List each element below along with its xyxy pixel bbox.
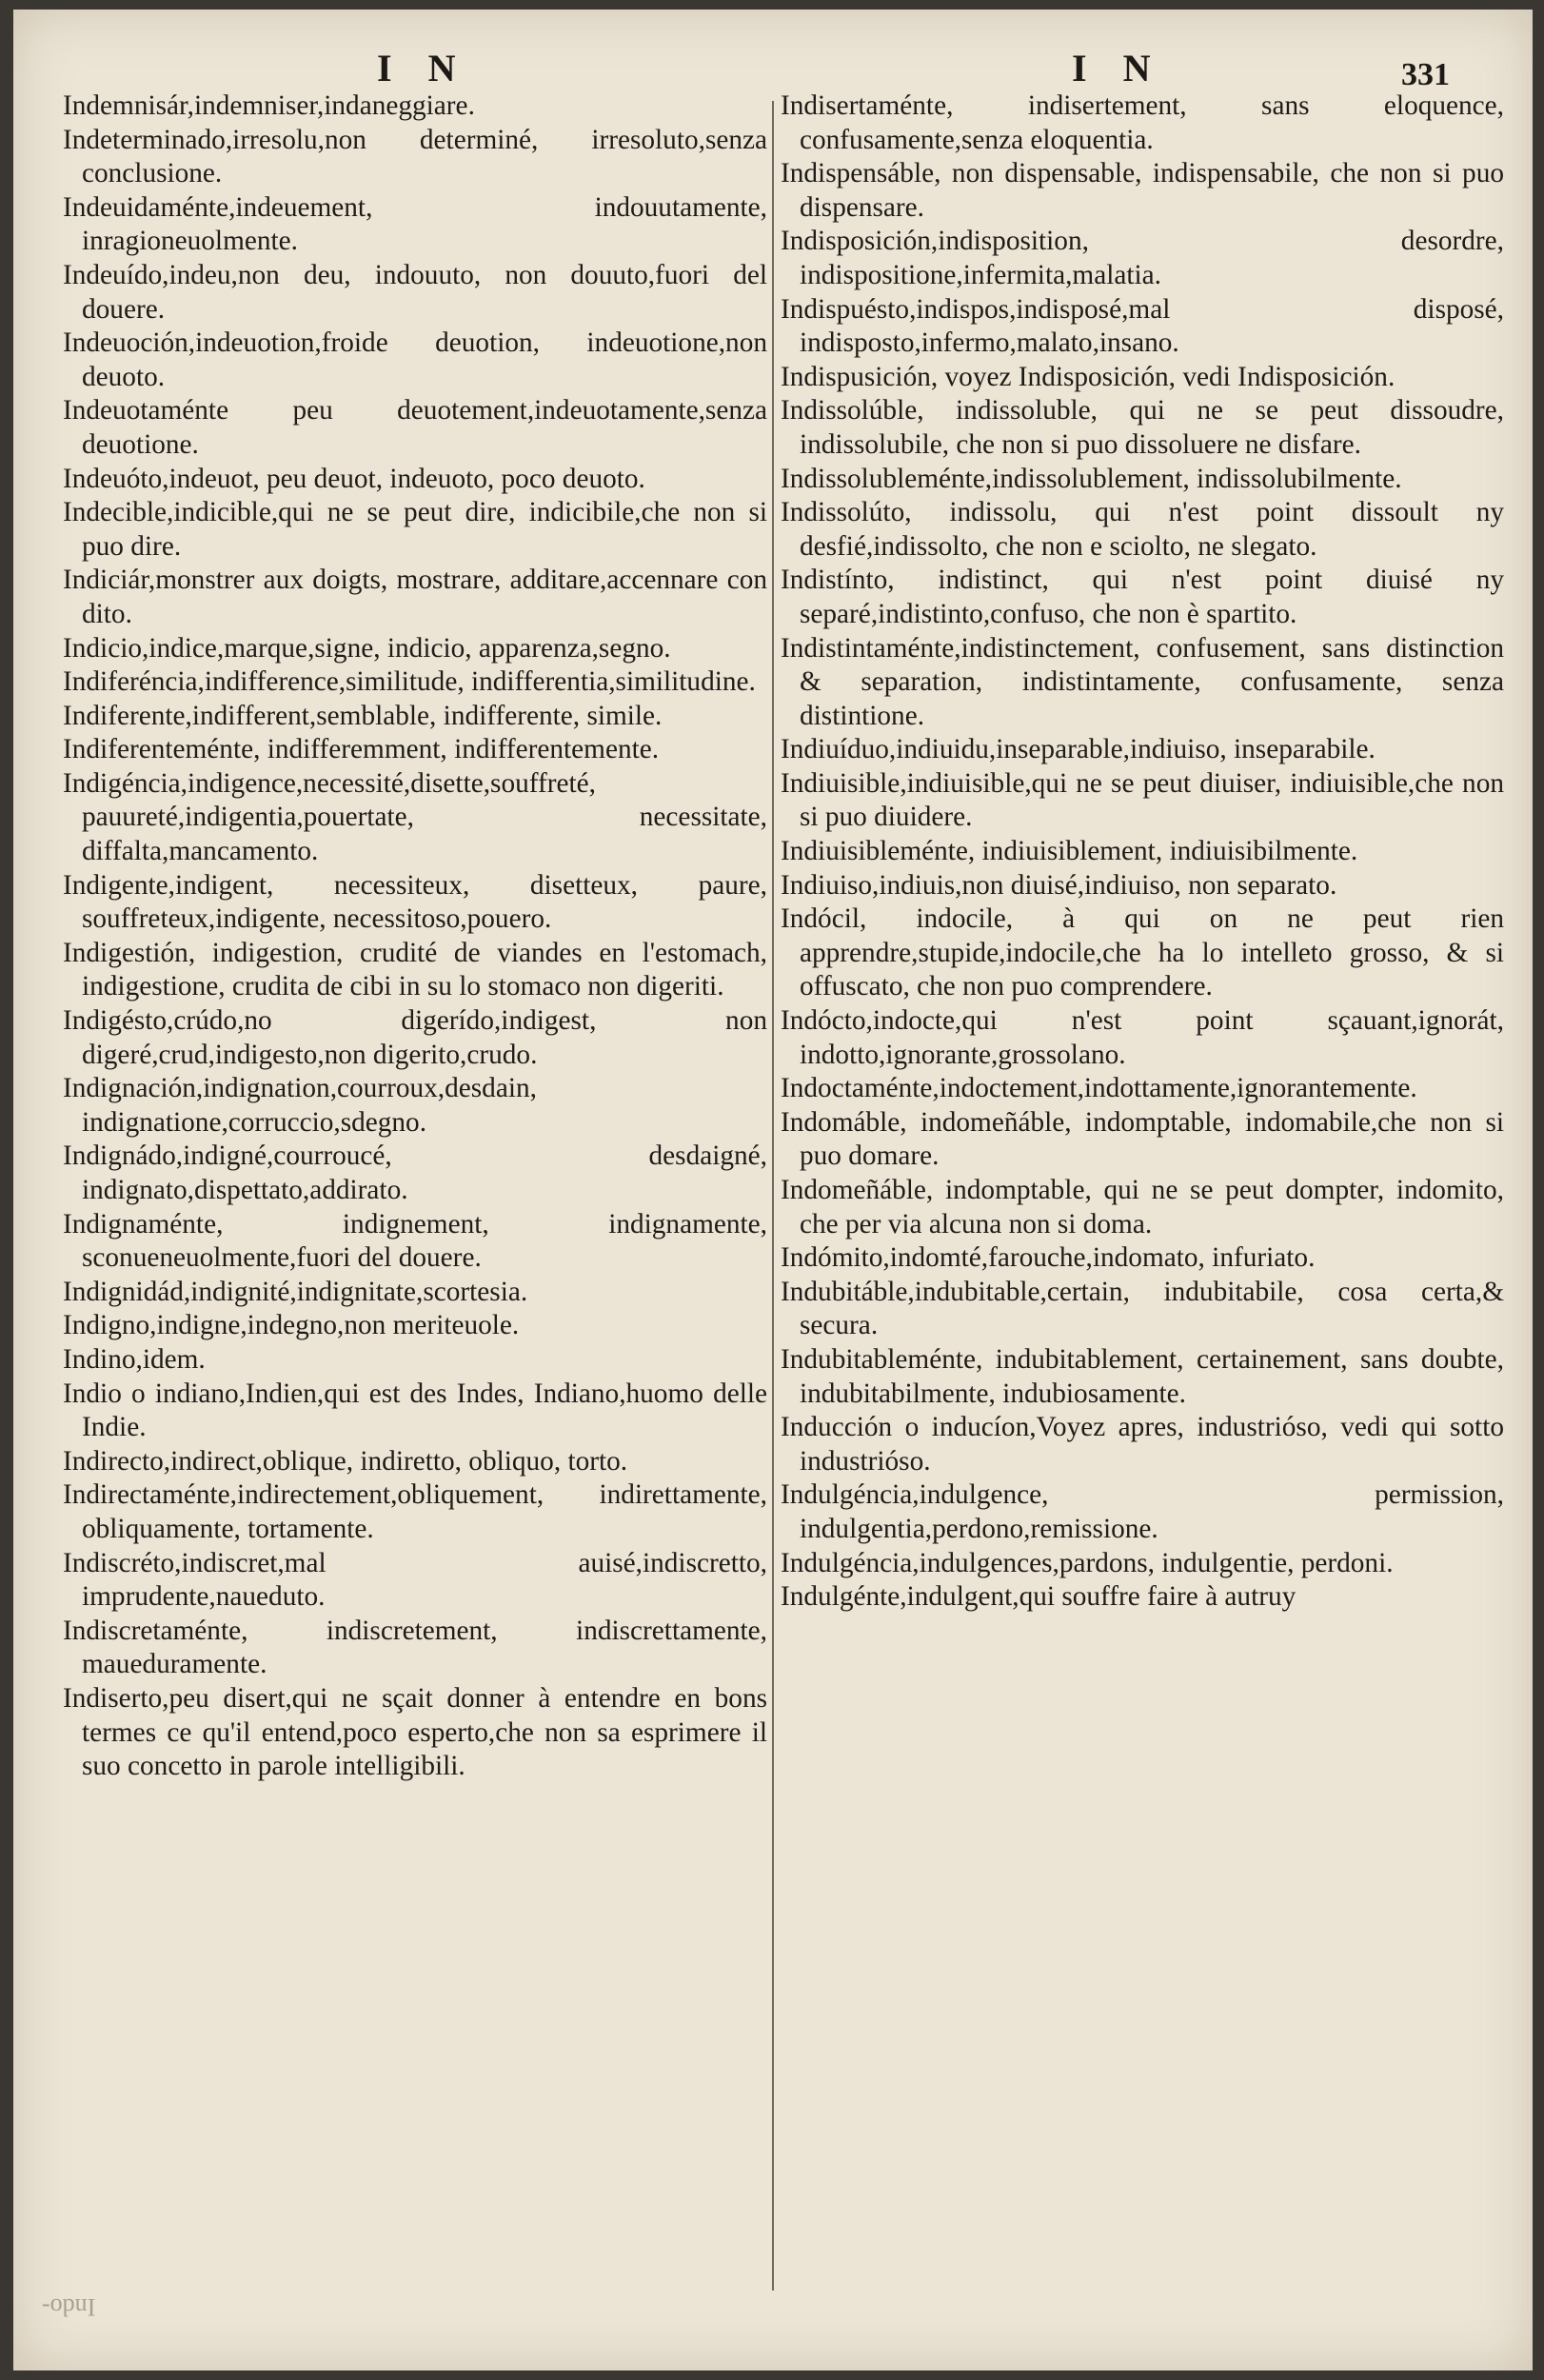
dictionary-entry: Indigéncia,indigence,necessité,disette,souffreté, pauureté,indigentia,pouertate, necessitate, diffalta,mancamento. [63, 767, 767, 867]
dictionary-entry: Indigestión, indigestion, crudité de viandes en l'estomach, indigestione, crudita de cibi in su lo stomaco non digeriti. [63, 937, 767, 1002]
dictionary-entry: Indiscréto,indiscret,mal auisé,indiscretto, imprudente,naueduto. [63, 1547, 767, 1613]
dictionary-entry: Indulgéncia,indulgence, permission, indulgentia,perdono,remissione. [781, 1479, 1504, 1544]
dictionary-entry: Indissolúble, indissoluble, qui ne se peut dissoudre, indissolubile, che non si puo dissoluere ne disfare. [781, 395, 1504, 460]
dictionary-entry: Indigésto,crúdo,no digerído,indigest, non digeré,crud,indigesto,non digerito,crudo. [63, 1005, 767, 1070]
dictionary-entry: Indissolúto, indissolu, qui n'est point dissoult ny desfié,indissolto, che non e sciolto, ne slegato. [781, 497, 1504, 562]
dictionary-entry: Indócil, indocile, à qui on ne peut rien apprendre,stupide,indocile,che ha lo intelleto grosso, & si offuscato, che non puo comprendere. [781, 903, 1504, 1002]
dictionary-entry: Indulgéncia,indulgences,pardons, indulgentie, perdoni. [781, 1547, 1394, 1578]
dictionary-entry: Indomáble, indomeñáble, indomptable, indomabile,che non si puo domare. [781, 1106, 1504, 1172]
dictionary-entry: Inducción o inducíon,Voyez apres, industrióso, vedi qui sotto industrióso. [781, 1412, 1504, 1477]
dictionary-entry: Indirecto,indirect,oblique, indiretto, obliquo, torto. [63, 1445, 628, 1477]
dictionary-entry: Indoctaménte,indoctement,indottamente,ignorantemente. [781, 1073, 1417, 1104]
dictionary-entry: Indignación,indignation,courroux,desdain, indignatione,corruccio,sdegno. [63, 1073, 537, 1138]
dictionary-entry: Indecible,indicible,qui ne se peut dire, indicibile,che non si puo dire. [63, 497, 767, 562]
dictionary-entry: Indiferenteménte, indifferemment, indifferentemente. [63, 734, 660, 765]
dictionary-entry: Indeuóto,indeuot, peu deuot, indeuoto, poco deuoto. [63, 463, 645, 494]
dictionary-entry: Indeuoción,indeuotion,froide deuotion, indeuotione,non deuoto. [63, 327, 767, 392]
dictionary-entry: Indignidád,indignité,indignitate,scortesia. [63, 1276, 528, 1307]
dictionary-entry: Indómito,indomté,farouche,indomato, infuriato. [781, 1242, 1316, 1274]
dictionary-entry: Indulgénte,indulgent,qui souffre faire à autruy [781, 1581, 1297, 1613]
page-number: 331 [1401, 57, 1450, 92]
catchword-bleedthrough: Indo- [42, 2293, 96, 2321]
dictionary-entry: Indiuisible,indiuisible,qui ne se peut diuiser, indiuisible,che non si puo diuidere. [781, 767, 1504, 833]
dictionary-entry: Indigno,indigne,indegno,non meriteuole. [63, 1310, 520, 1341]
dictionary-entry: Indiuiso,indiuis,non diuisé,indiuiso, non separato. [781, 869, 1337, 901]
dictionary-entry: Indisposición,indisposition, desordre, indispositione,infermita,malatia. [781, 226, 1504, 290]
dictionary-entry: Indiferente,indifferent,semblable, indifferente, simile. [63, 700, 663, 731]
right-column [781, 89, 1504, 1615]
column-divider [772, 101, 774, 2291]
dictionary-entry: Indeuotaménte peu deuotement,indeuotamente,senza deuotione. [63, 395, 767, 460]
dictionary-entry: Indigente,indigent, necessiteux, disetteux, paure, souffreteux,indigente, necessitoso,pouero. [63, 869, 767, 935]
dictionary-entry: Indeterminado,irresolu,non determiné, irresoluto,senza conclusione. [63, 124, 767, 189]
dictionary-entry: Indiuisibleménte, indiuisiblement, indiuisibilmente. [781, 836, 1358, 867]
dictionary-entry: Indirectaménte,indirectement,obliquement, indirettamente, obliquamente, tortamente. [63, 1479, 767, 1544]
dictionary-entry: Indeuidaménte,indeuement, indouutamente, inragioneuolmente. [63, 191, 767, 257]
dictionary-entry: Indignádo,indigné,courroucé, desdaigné, indignato,dispettato,addirato. [63, 1140, 767, 1205]
dictionary-entry: Indissolubleménte,indissolublement, indissolubilmente. [781, 463, 1402, 494]
dictionary-entry: Indubitáble,indubitable,certain, indubitabile, cosa certa,& secura. [781, 1276, 1504, 1341]
left-running-head: I N [377, 47, 469, 89]
dictionary-entry: Indomeñáble, indomptable, qui ne se peut dompter, indomito, che per via alcuna non si doma. [781, 1175, 1504, 1240]
dictionary-entry: Indiciár,monstrer aux doigts, mostrare, additare,accennare con dito. [63, 565, 767, 629]
left-column [63, 89, 767, 1784]
dictionary-entry: Indeuído,indeu,non deu, indouuto, non douuto,fuori del douere. [63, 259, 767, 325]
dictionary-entry: Indiscretaménte, indiscretement, indiscrettamente, maueduramente. [63, 1615, 767, 1680]
dictionary-entry: Indubitableménte, indubitablement, certainement, sans doubte, indubitabilmente, indubiosamente. [781, 1343, 1504, 1409]
right-running-head: I N [1072, 47, 1164, 89]
dictionary-entry: Indiuíduo,indiuidu,inseparable,indiuiso, inseparabile. [781, 734, 1376, 765]
dictionary-entry: Indistínto, indistinct, qui n'est point diuisé ny separé,indistinto,confuso, che non è spartito. [781, 565, 1504, 629]
dictionary-entry: Indispusición, voyez Indisposición, vedi Indisposición. [781, 361, 1396, 392]
dictionary-entry: Indisertaménte, indisertement, sans eloquence, confusamente,senza eloquentia. [781, 90, 1504, 155]
dictionary-entry: Indócto,indocte,qui n'est point sçauant,ignorát, indotto,ignorante,grossolano. [781, 1005, 1504, 1070]
dictionary-entry: Indignaménte, indignement, indignamente, sconueneuolmente,fuori del douere. [63, 1208, 767, 1274]
dictionary-entry: Indino,idem. [63, 1343, 206, 1375]
dictionary-page [13, 10, 1533, 2370]
dictionary-entry: Indispuésto,indispos,indisposé,mal disposé, indisposto,infermo,malato,insano. [781, 293, 1504, 359]
dictionary-entry: Indicio,indice,marque,signe, indicio, apparenza,segno. [63, 632, 671, 664]
dictionary-entry: Indispensáble, non dispensable, indispensabile, che non si puo dispensare. [781, 158, 1504, 223]
dictionary-entry: Indiserto,peu disert,qui ne sçait donner à entendre en bons termes ce qu'il entend,poco esperto,che non sa esprimere il suo concetto in parole intelligibili. [63, 1682, 767, 1782]
dictionary-entry: Indiferéncia,indifference,similitude, indifferentia,similitudine. [63, 666, 756, 698]
dictionary-entry: Indemnisár,indemniser,indaneggiare. [63, 90, 475, 121]
dictionary-entry: Indistintaménte,indistinctement, confusement, sans distinction & separation, indistintamente, confusamente, senza distintione. [781, 632, 1504, 731]
dictionary-entry: Indio o indiano,Indien,qui est des Indes, Indiano,huomo delle Indie. [63, 1378, 767, 1443]
